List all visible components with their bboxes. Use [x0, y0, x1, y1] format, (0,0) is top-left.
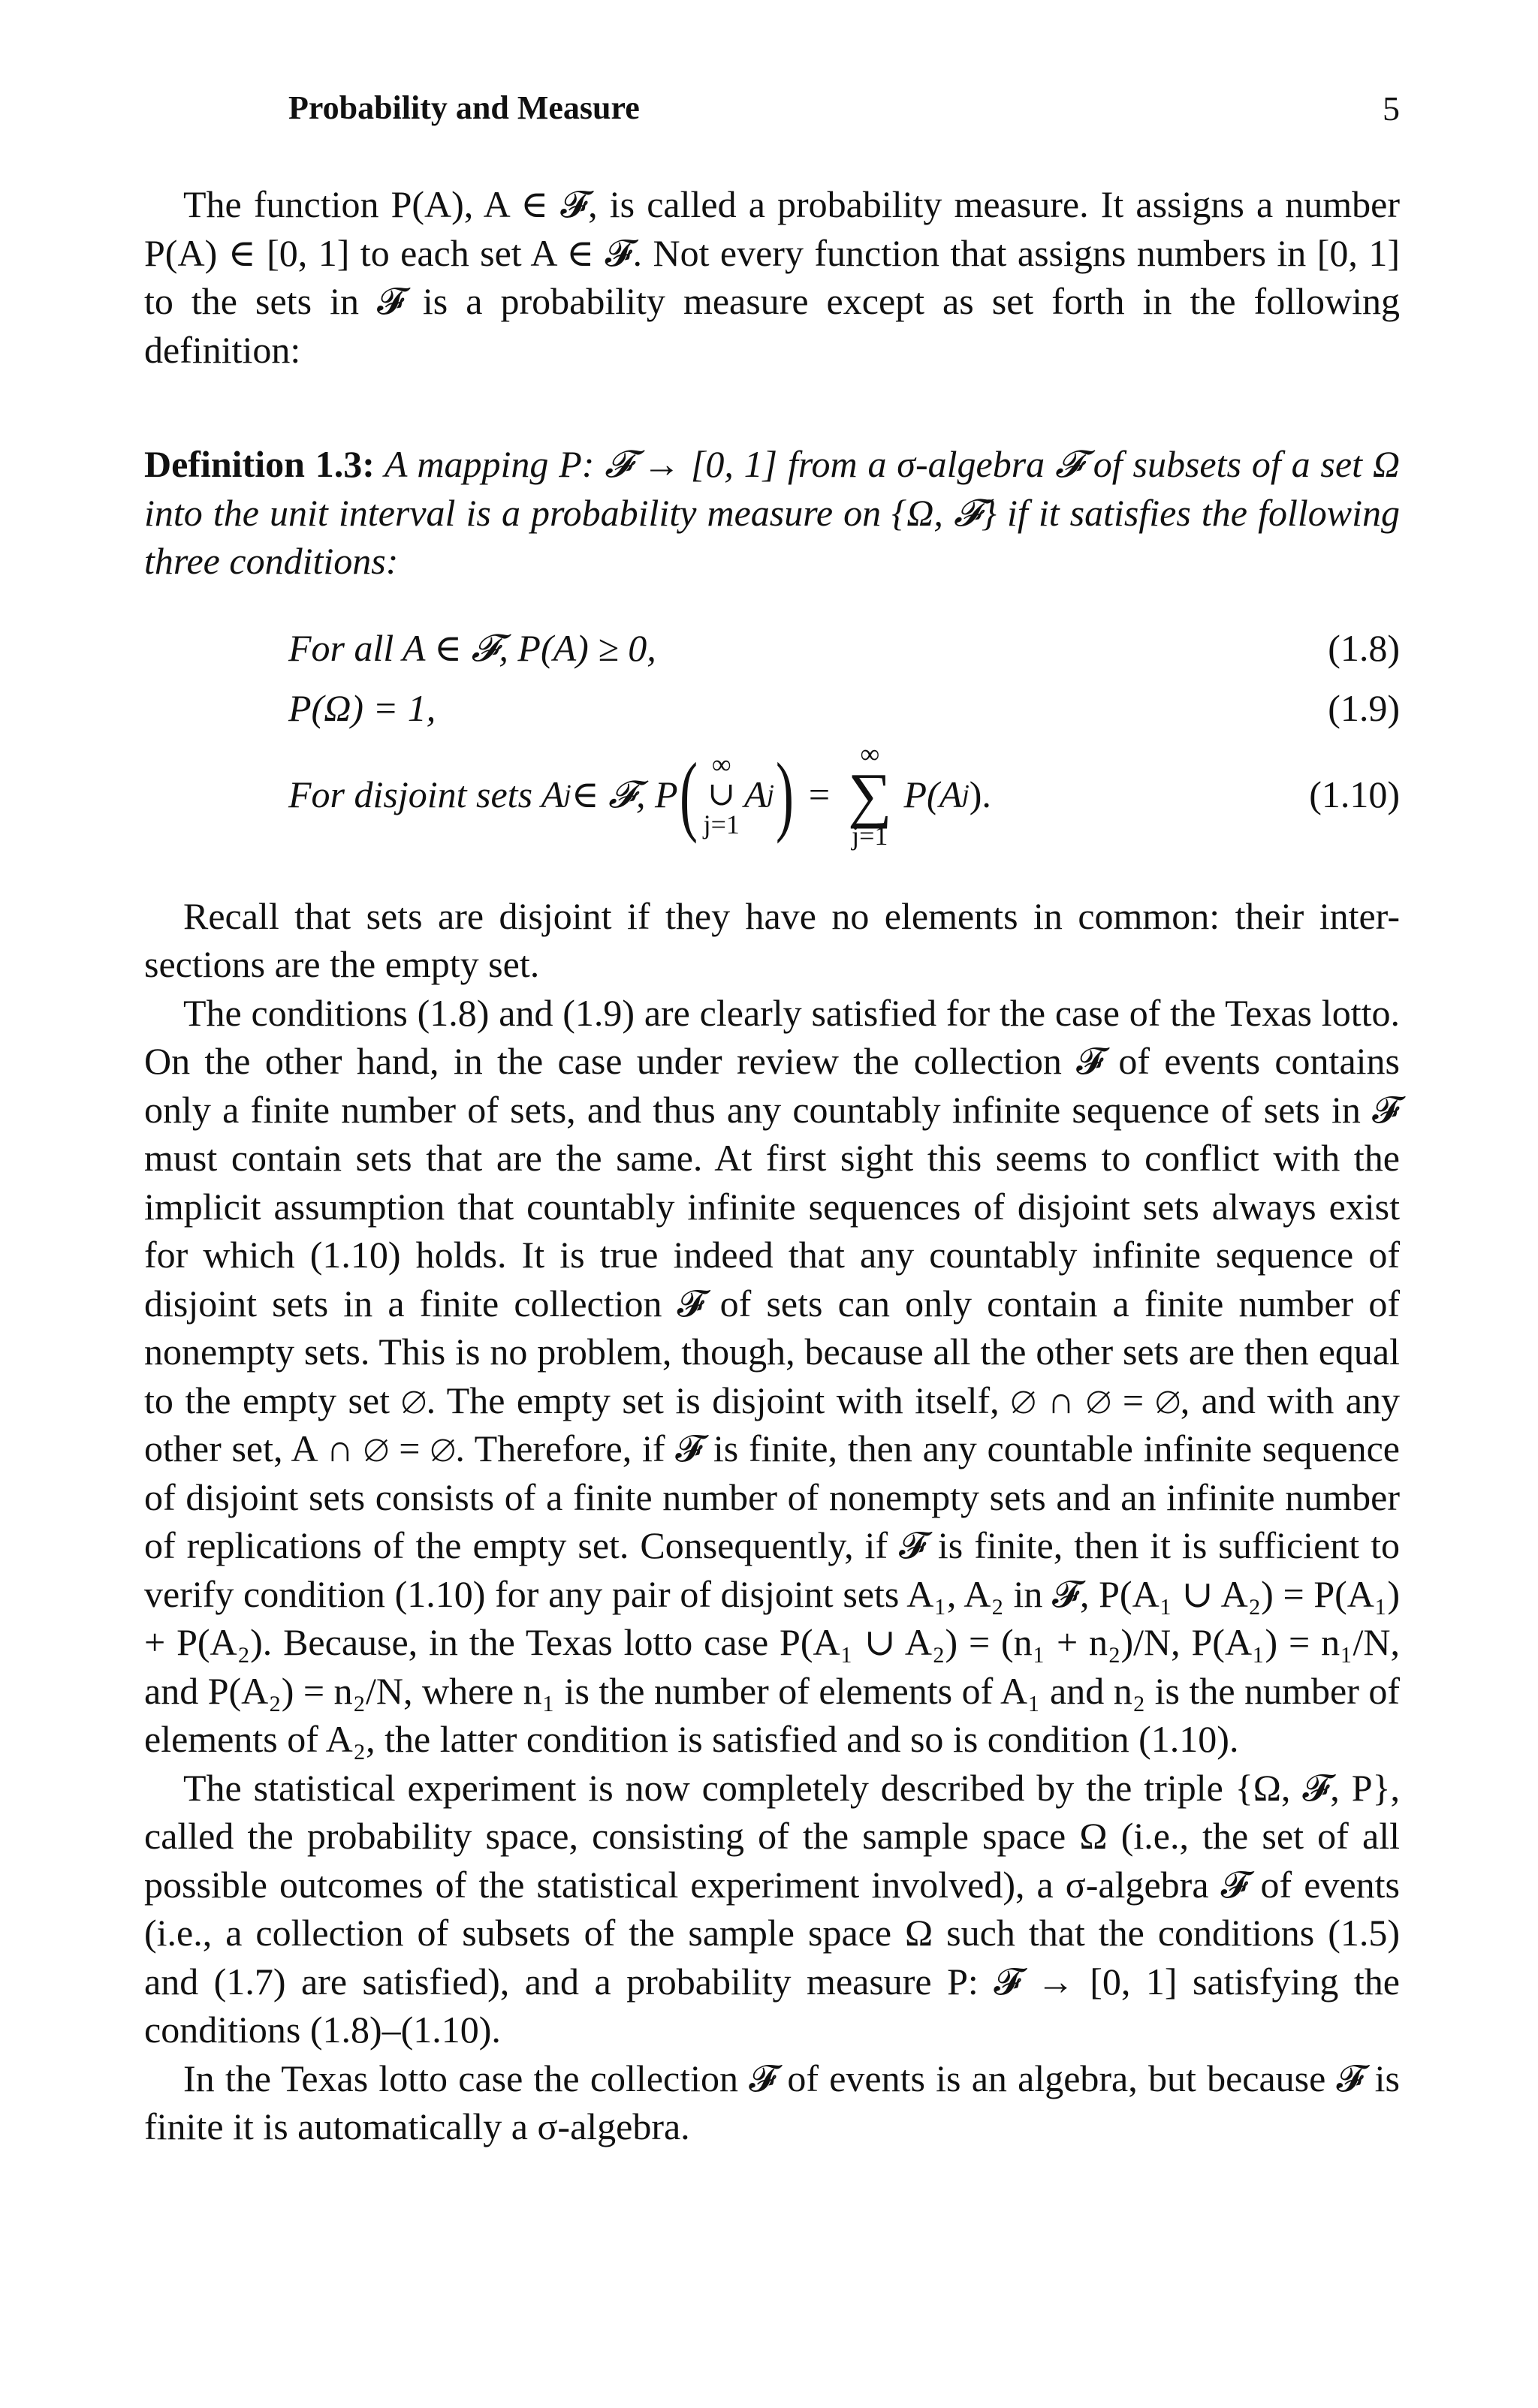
running-title: Probability and Measure: [288, 89, 640, 126]
equation-1-10-number: (1.10): [1309, 773, 1400, 816]
union-argument-sub: j: [767, 780, 774, 809]
body-text: [144, 180, 1400, 2151]
equation-1-8-number: (1.8): [1328, 627, 1400, 670]
sum-argument: P(A: [903, 773, 963, 816]
equals-sign: =: [808, 773, 831, 816]
sum-operator: [848, 740, 891, 850]
union-symbol: ∪: [707, 776, 736, 813]
definition-label: Definition 1.3:: [144, 443, 375, 485]
paragraph-intro: The function P(A), A ∈ 𝓕, is called a probability measure. It assigns a number P(A) ∈ [0, 1] to each set A ∈ 𝓕. Not every function that assigns numbers in [0, 1] to the sets in 𝓕 is a probability measure except as set forth in the following definition:: [144, 183, 1400, 371]
sum-lower-limit: j=1: [852, 821, 888, 851]
paragraph-disjoint: Recall that sets are disjoint if they have no elements in common: their inter-sections are the empty set.: [144, 894, 1400, 985]
paragraph-texas-lotto: The conditions (1.8) and (1.9) are clearly satisfied for the case of the Texas lotto. On the other hand, in the case under review the collection 𝓕 of events contains only a finite number of sets, and thus any countably infinite sequence of sets in 𝓕 must contain sets that are the same. At first sight this seems to conflict with the implicit assumption that countably infinite sequences of disjoint sets always exist for which (1.10) holds. It is true indeed that any countably infinite sequence of disjoint sets in a finite collection 𝓕 of sets can only contain a finite number of nonempty sets. This is no problem, though, because all the other sets are then equal to the empty set ∅. The empty set is disjoint with itself, ∅ ∩ ∅ = ∅, and with any other set, A ∩ ∅ = ∅. Therefore, if 𝓕 is finite, then any countable infinite sequence of disjoint sets consists of a finite number of nonempty sets and an infinite number of replications of the empty set. Consequently, if 𝓕 is finite, then it is sufficient to verify condition (1.10) for any pair of disjoint sets A₁, A₂ in 𝓕, P(A₁ ∪ A₂) = P(A₁) + P(A₂). Because, in the Texas lotto case P(A₁ ∪ A₂) = (n₁ + n₂)/N, P(A₁) = n₁/N, and P(A₂) = n₂/N, where n₁ is the number of elements of A₁ and n₂ is the number of elements of A₂, the latter condition is satisfied and so is condition (1.10).: [144, 991, 1400, 1760]
eq-lead-sub: j: [564, 780, 571, 809]
equation-1-9: [288, 679, 1400, 739]
definition-text: A mapping P: 𝓕 → [0, 1] from a σ-algebra 𝓕 of subsets of a set Ω into the unit interval is a probability measure on {Ω, 𝓕} if it satisfies the following three conditions:: [144, 443, 1400, 582]
union-argument: A: [743, 773, 767, 816]
paragraph-sigma-algebra: In the Texas lotto case the collection 𝓕 of events is an algebra, but because 𝓕 is finite it is automatically a σ-algebra.: [144, 2057, 1400, 2147]
eq-lead-tail: ∈ 𝓕, P: [571, 773, 678, 816]
equation-1-10: [288, 739, 1400, 851]
equation-1-8-body: For all A ∈ 𝓕, P(A) ≥ 0,: [288, 627, 656, 670]
sum-upper-limit: ∞: [860, 738, 880, 769]
equation-1-10-body: [288, 740, 991, 850]
paragraph-probability-space: The statistical experiment is now completely described by the triple {Ω, 𝓕, P}, called the probability space, consisting of the sample space Ω (i.e., the set of all possible outcomes of the statistical experiment involved), a σ-algebra 𝓕 of events (i.e., a collection of subsets of the sample space Ω such that the conditions (1.5) and (1.7) are satisfied), and a probability measure P: 𝓕 → [0, 1] satisfying the conditions (1.8)–(1.10).: [144, 1766, 1400, 2051]
equation-block: [144, 619, 1400, 851]
equation-1-9-number: (1.9): [1328, 687, 1400, 730]
eq-lead: For disjoint sets A: [288, 773, 565, 816]
equation-1-9-body: P(Ω) = 1,: [288, 687, 436, 730]
sum-argument-sub: j: [962, 780, 970, 809]
definition-1-3: [144, 440, 1400, 586]
right-paren: ): [775, 744, 794, 845]
left-paren: (: [679, 744, 698, 845]
page-number: 5: [1383, 89, 1400, 128]
union-operator: [704, 751, 740, 838]
equation-1-8: [288, 619, 1400, 679]
sum-argument-tail: ).: [969, 773, 991, 816]
union-lower-limit: j=1: [703, 809, 740, 840]
sum-symbol: ∑: [848, 760, 892, 829]
running-header: [288, 89, 1400, 134]
union-upper-limit: ∞: [711, 749, 731, 780]
